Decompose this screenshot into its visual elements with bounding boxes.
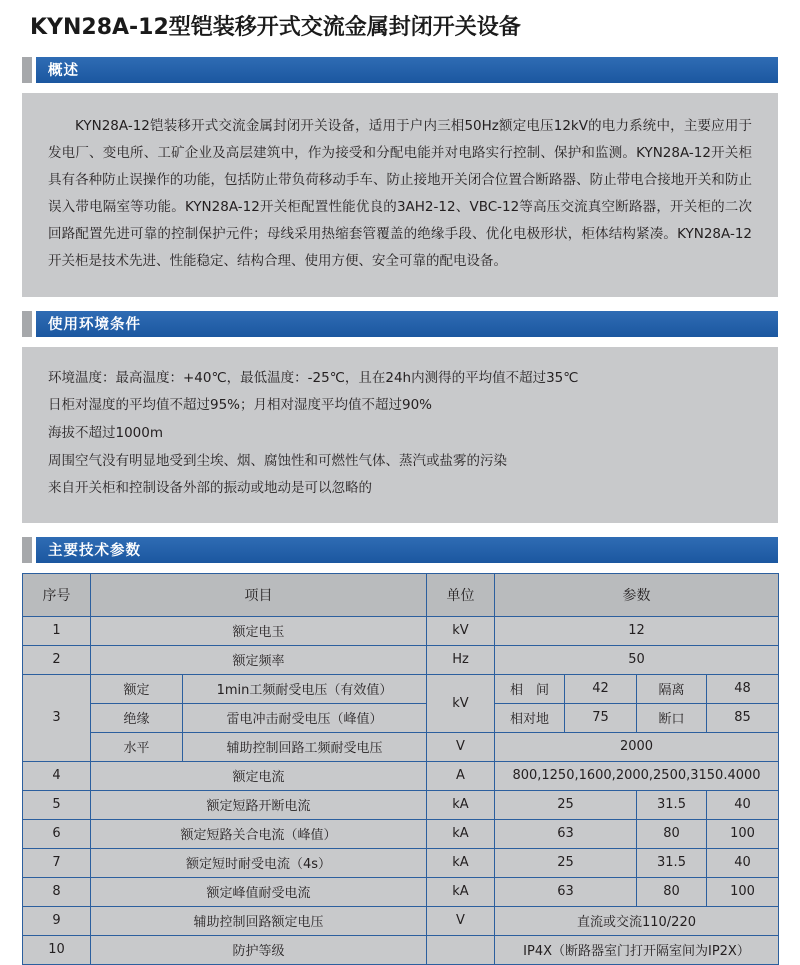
cell-value-2: 31.5 [637,790,707,819]
cell-insulation-val-4: 85 [707,703,779,732]
cell-value: 12 [495,616,779,645]
cell-value-3: 40 [707,848,779,877]
cell-value-2: 31.5 [637,848,707,877]
page-title: KYN28A-12型铠装移开式交流金属封闭开关设备 [30,15,521,40]
cell-value-2: 80 [637,819,707,848]
section-header-overview [22,57,778,83]
environment-line: 日柜对湿度的平均值不超过95%；月相对湿度平均值不超过90% [48,397,433,414]
cell-item: 额定短时耐受电流（4s） [91,848,427,877]
table-row [23,819,779,848]
cell-unit: kA [427,848,495,877]
environment-line: 环境温度：最高温度：+40℃，最低温度：-25℃，且在24h内测得的平均值不超过35℃ [48,369,579,386]
cell-unit: V [427,906,495,935]
cell-unit: kV [427,616,495,645]
cell-insulation-label-2: 绝缘 [91,703,183,732]
cell-unit: V [427,732,495,761]
section-header-parameters [22,537,778,563]
cell-unit: kA [427,877,495,906]
cell-value: 800,1250,1600,2000,2500,3150.4000 [495,761,779,790]
cell-item: 额定峰值耐受电流 [91,877,427,906]
cell-no: 9 [23,906,91,935]
cell-insulation-val-2: 48 [707,674,779,703]
cell-value: 50 [495,645,779,674]
cell-unit: A [427,761,495,790]
col-header-unit: 单位 [427,573,495,616]
section-tab-marker [22,537,32,563]
cell-insulation-aux-value: 2000 [495,732,779,761]
cell-insulation-aux-name: 辅助控制回路工频耐受电压 [183,732,427,761]
section-tab-marker [22,57,32,83]
cell-insulation-label-3: 水平 [91,732,183,761]
table-row [23,848,779,877]
cell-no: 3 [23,674,91,761]
cell-insulation-cond-3: 相对地 [495,703,565,732]
table-row-insulation-3 [23,732,779,761]
cell-no: 5 [23,790,91,819]
cell-unit: kA [427,819,495,848]
cell-value: 直流或交流110/220 [495,906,779,935]
cell-value-3: 40 [707,790,779,819]
section-title-environment: 使用环境条件 [48,317,141,334]
cell-insulation-label-1: 额定 [91,674,183,703]
table-row [23,790,779,819]
cell-value-3: 100 [707,819,779,848]
cell-insulation-val-3: 75 [565,703,637,732]
cell-insulation-cond-1: 相 间 [495,674,565,703]
cell-item: 额定短路开断电流 [91,790,427,819]
cell-value-1: 25 [495,848,637,877]
cell-insulation-name-2: 雷电冲击耐受电压（峰值） [183,703,427,732]
table-row-insulation-1 [23,674,779,703]
table-row-insulation-2 [23,703,779,732]
environment-line: 周围空气没有明显地受到尘埃、烟、腐蚀性和可燃性气体、蒸汽或盐雾的污染 [48,452,507,469]
environment-line: 来自开关柜和控制设备外部的振动或地动是可以忽略的 [48,480,372,497]
table-row [23,877,779,906]
overview-panel [22,93,778,297]
cell-no: 1 [23,616,91,645]
cell-value-1: 63 [495,877,637,906]
cell-no: 2 [23,645,91,674]
cell-no: 10 [23,935,91,964]
table-row [23,645,779,674]
cell-unit: kA [427,790,495,819]
cell-insulation-cond-2: 隔离 [637,674,707,703]
table-row [23,906,779,935]
cell-value-1: 25 [495,790,637,819]
cell-value-1: 63 [495,819,637,848]
cell-no: 4 [23,761,91,790]
cell-value-2: 80 [637,877,707,906]
cell-insulation-name-1: 1min工频耐受电压（有效值） [183,674,427,703]
cell-item: 额定短路关合电流（峰值） [91,819,427,848]
overview-text: KYN28A-12铠装移开式交流金属封闭开关设备，适用于户内三相50Hz额定电压12kV的电力系统中，主要应用于发电厂、变电所、工矿企业及高层建筑中，作为接受和分配电能并对电路实行控制、保护和监测。KYN28A-12开关柜具有各种防止误操作的功能，包括防止带负荷移动手车、防止接地开关闭合位置合断路器、防止带电合接地开关和防止误入带电隔室等功能。KYN28A-12开关柜配置性能优良的3AH2-12、VBC-12等高压交流真空断路器，开关柜的二次回路配置先进可靠的控制保护元件；母线采用热缩套管覆盖的绝缘手段、优化电极形状，柜体结构紧凑。KYN28A-12开关柜是技术先进、性能稳定、结构合理、使用方便、安全可靠的配电设备。 [48,117,752,269]
environment-line: 海拔不超过1000m [48,424,164,441]
col-header-no: 序号 [23,573,91,616]
col-header-item: 项目 [91,573,427,616]
section-tab-marker [22,311,32,337]
cell-insulation-val-1: 42 [565,674,637,703]
cell-item: 额定电流 [91,761,427,790]
table-row [23,616,779,645]
cell-no: 6 [23,819,91,848]
cell-item: 防护等级 [91,935,427,964]
table-row [23,761,779,790]
cell-item: 辅助控制回路额定电压 [91,906,427,935]
environment-panel [22,347,778,523]
cell-value: IP4X（断路器室门打开隔室间为IP2X） [495,935,779,964]
cell-no: 8 [23,877,91,906]
col-header-value: 参数 [495,573,779,616]
cell-no: 7 [23,848,91,877]
cell-value-3: 100 [707,877,779,906]
table-header-row [23,573,779,616]
cell-unit: Hz [427,645,495,674]
cell-item: 额定频率 [91,645,427,674]
parameters-table [22,573,779,965]
cell-item: 额定电玉 [91,616,427,645]
section-title-parameters: 主要技术参数 [48,543,141,560]
cell-insulation-cond-4: 断口 [637,703,707,732]
section-title-overview: 概述 [48,63,79,80]
section-header-environment [22,311,778,337]
cell-unit: kV [427,674,495,732]
